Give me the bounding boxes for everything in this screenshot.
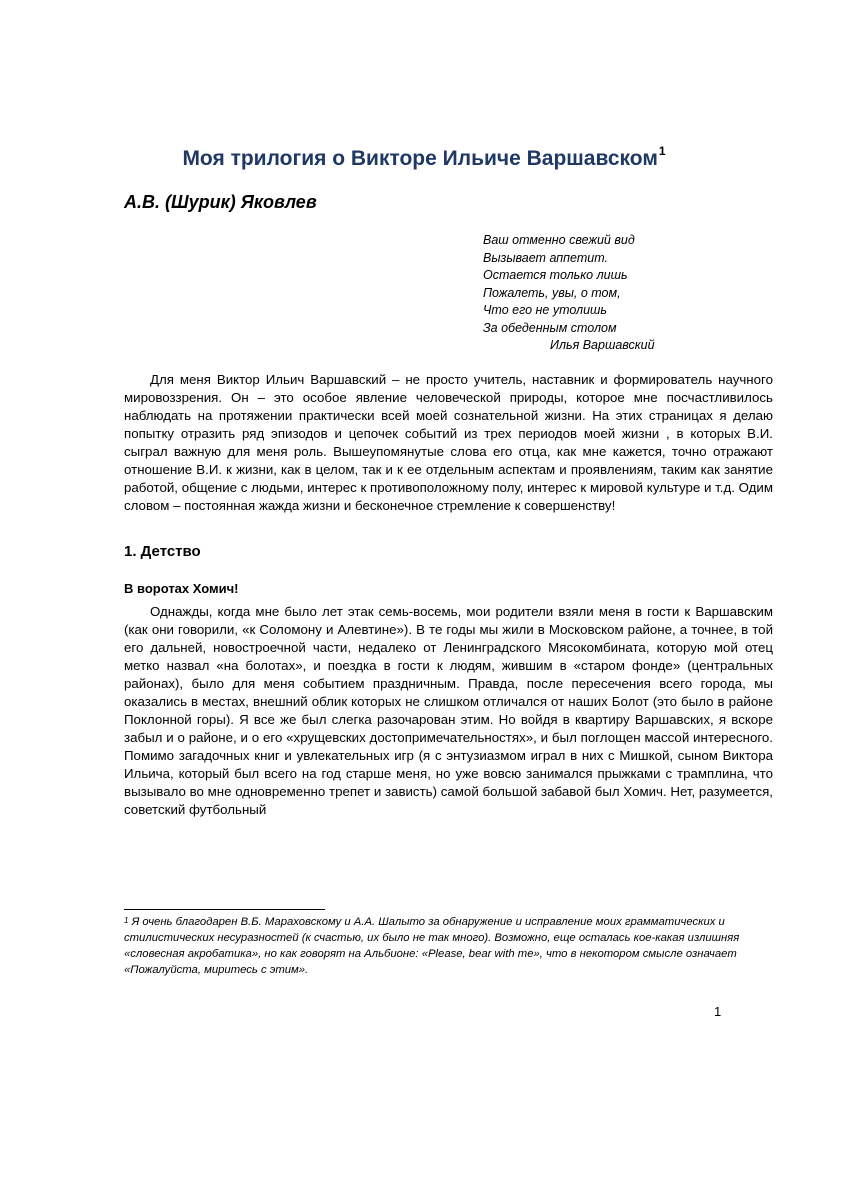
footnote xyxy=(124,914,754,978)
subsection-heading: В воротах Хомич! xyxy=(124,581,239,596)
footnote-text: Я очень благодарен В.Б. Мараховскому и А.А. Шалыто за обнаружение и исправление моих грамматических и стилистических несуразностей (к счастью, их было не так много). Возможно, еще осталась кое-какая излишняя «словесная акробатика», но как говорят на Альбионе: «Please, bear with me», что в некотором смысле означает «Пожалуйста, миритесь с этим». xyxy=(124,916,740,976)
intro-paragraph: Для меня Виктор Ильич Варшавский – не просто учитель, наставник и формирователь научного мировоззрения. Он – это особое явление человеческой природы, которое мне посчастливилось наблюдать на протяжении практически всей моей сознательной жизни. На этих страницах я делаю попытку отразить ряд эпизодов и цепочек событий из трех периодов моей жизни , в которых В.И. сыграл важную для меня роль. Вышеупомянутые слова его отца, как мне кажется, точно отражают отношение В.И. к жизни, как в целом, так и к ее отдельным аспектам и проявлениям, таким как занятие работой, общение с людьми, интерес к противоположному полу, интерес к мировой культуре и т.д. Одим словом – постоянная жажда жизни и бесконечное стремление к совершенству! xyxy=(124,372,773,513)
body-paragraph: Однажды, когда мне было лет этак семь-восемь, мои родители взяли меня в гости к Варшавским (как они говорили, «к Соломону и Алевтине»). В те годы мы жили в Московском районе, а точнее, в той его дальней, новостроечной части, недалеко от Ленинградского Мясокомбината, которую мой отец метко назвал «на болотах», и поездка в гости к людям, жившим в «старом фонде» (центральных районах), было для меня событием праздничным. Правда, после пересечения всего города, мы оказались в местах, внешний облик которых не слишком отличался от наших Болот (это было в районе Поклонной горы). Я все же был слегка разочарован этим. Но войдя в квартиру Варшавских, я вскоре забыл и о районе, и о его «хрущевских достопримечательностях», и был поглощен массой интересного. Помимо загадочных книг и увлекательных игр (я с энтузиазмом играл в них с Мишкой, сыном Виктора Ильича, который был всего на год старше меня, но уже вовсю занимался прыжками с трамплина, что вызывало во мне одновременно трепет и зависть) самой большой забавой был Хомич. Нет, разумеется, советский футбольный xyxy=(124,604,773,817)
title-text: Моя трилогия о Викторе Ильиче Варшавском xyxy=(182,147,658,170)
epigraph-line: Вызывает аппетит. xyxy=(483,250,608,265)
title-footnote-mark[interactable]: 1 xyxy=(658,144,666,158)
section-heading: 1. Детство xyxy=(124,543,201,560)
page-number: 1 xyxy=(714,1004,722,1019)
footnote-mark: 1 xyxy=(124,916,129,925)
footnote-divider xyxy=(124,909,325,910)
epigraph-signature: Илья Варшавский xyxy=(550,338,655,352)
epigraph-line: Что его не утолишь xyxy=(483,303,607,317)
epigraph-line: Ваш отменно свежий вид xyxy=(483,233,635,247)
author-name: А.В. (Шурик) Яковлев xyxy=(124,192,317,212)
epigraph xyxy=(483,232,655,355)
document-title xyxy=(0,144,848,171)
epigraph-line: За обеденным столом xyxy=(483,320,617,335)
epigraph-line: Остается только лишь xyxy=(483,268,628,282)
epigraph-line: Пожалеть, увы, о том, xyxy=(483,285,621,300)
